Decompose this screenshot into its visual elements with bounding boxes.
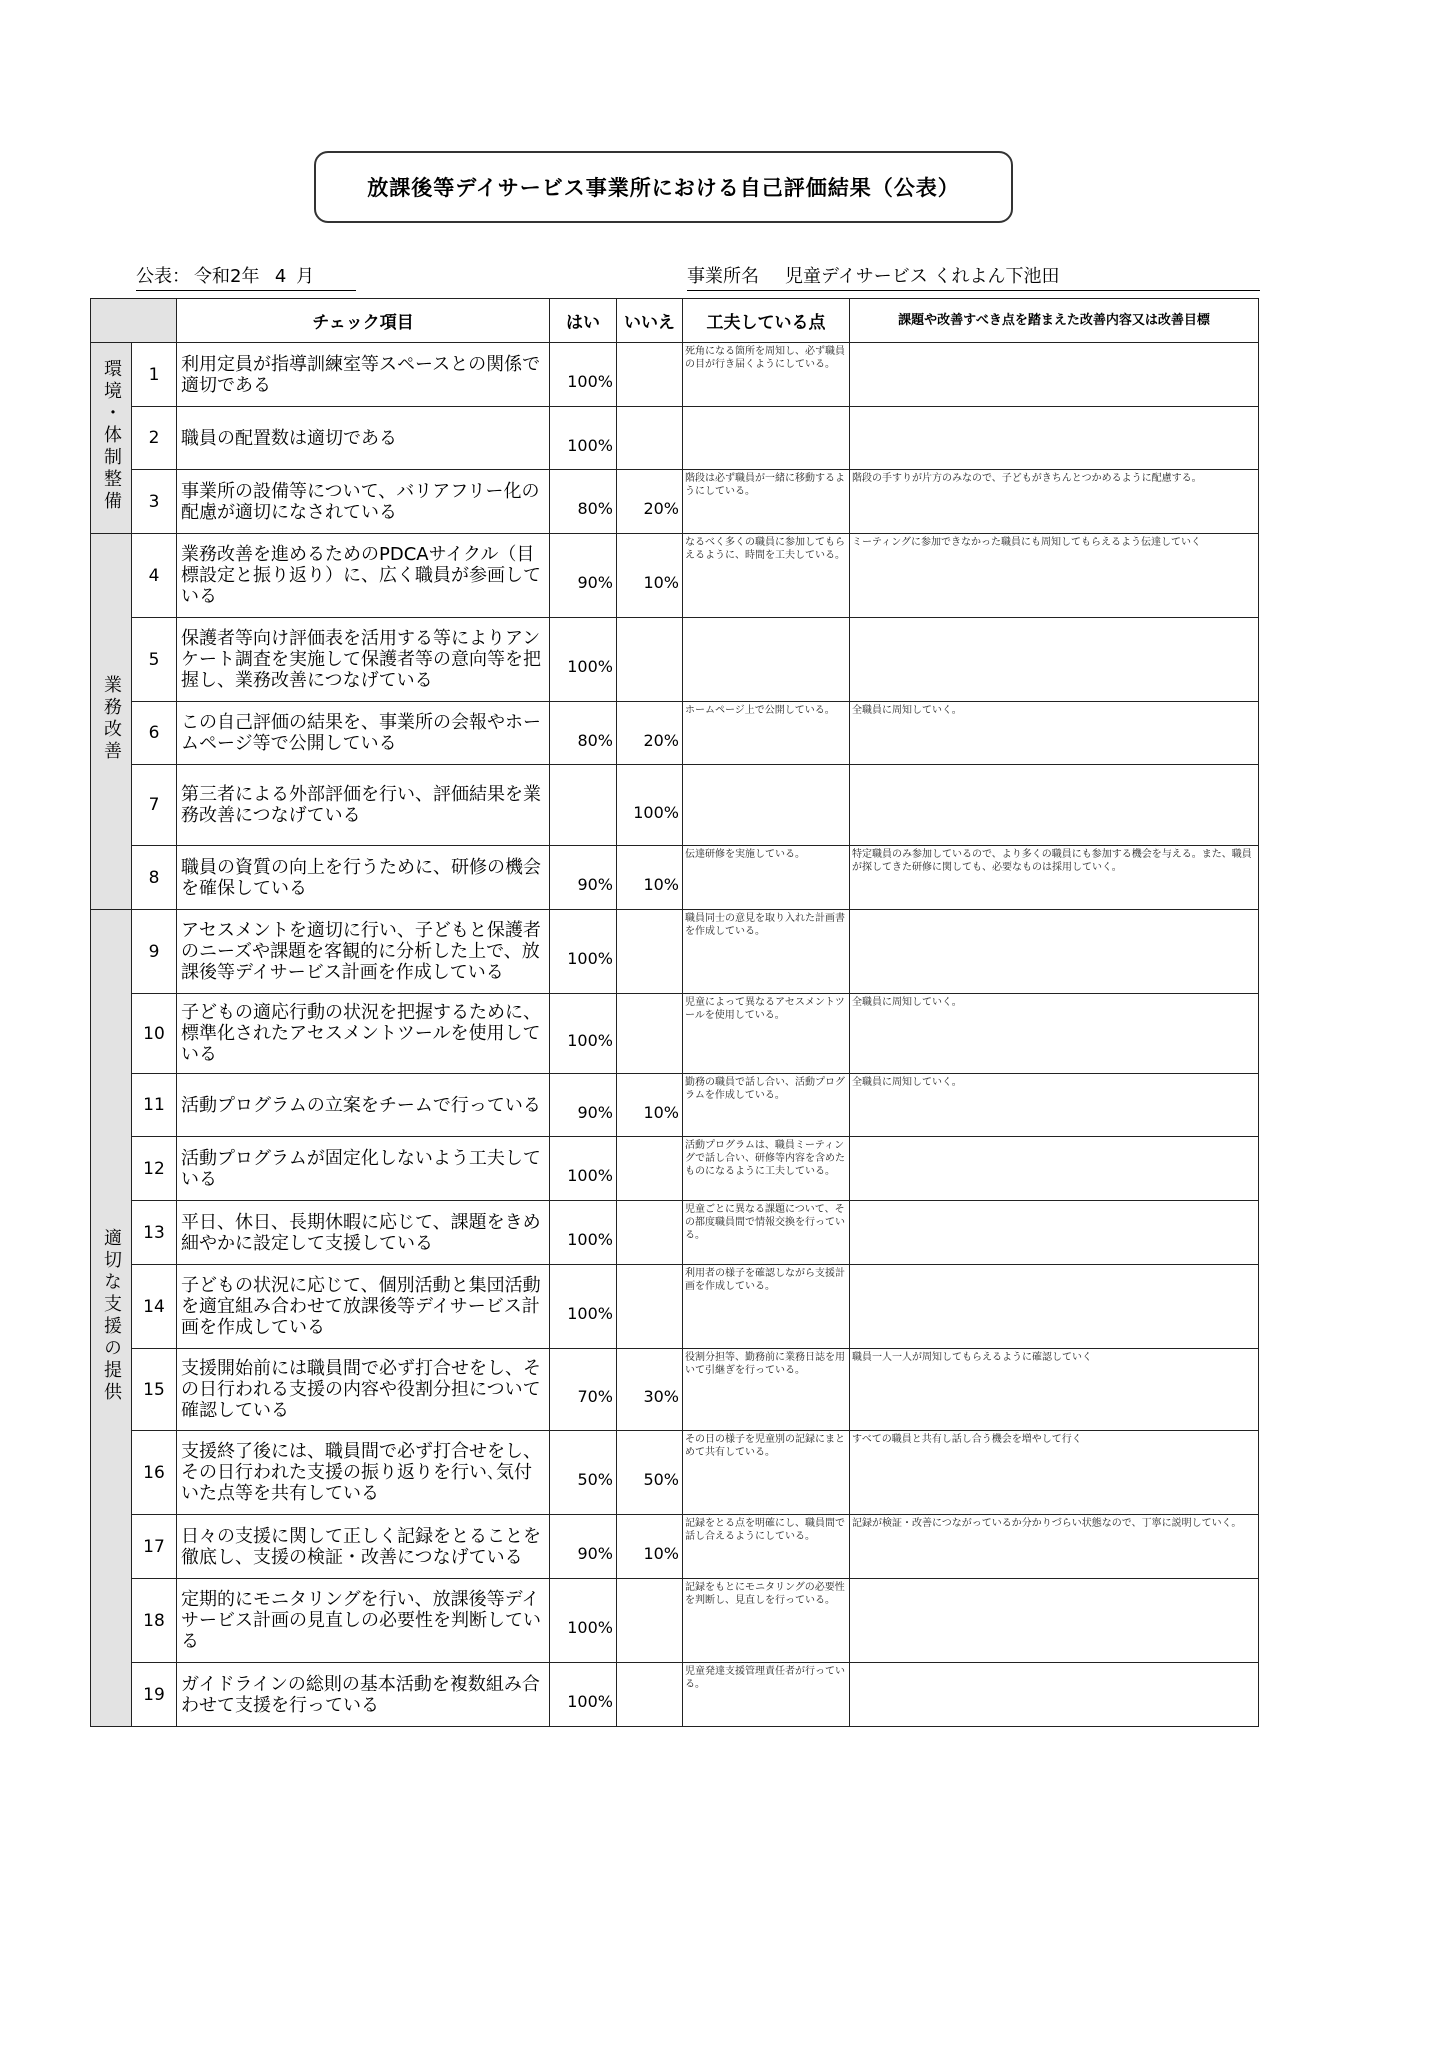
table-row [91,1515,1259,1579]
improvement-text [850,1579,1259,1663]
ingenuity-text: 勤務の職員で話し合い、活動プログラムを作成している。 [683,1074,850,1137]
table-row [91,343,1259,407]
publication-date [136,262,356,291]
header-no: いいえ [617,299,683,343]
no-percentage [617,1663,683,1727]
category-cell [91,534,132,910]
check-item-text: 定期的にモニタリングを行い、放課後等デイサービス計画の見直しの必要性を判断している [177,1579,550,1663]
yes-percentage: 100% [550,1579,617,1663]
ingenuity-text: 児童発達支援管理責任者が行っている。 [683,1663,850,1727]
publication-month: 4 [274,266,287,287]
no-percentage: 10% [617,1515,683,1579]
no-percentage [617,1265,683,1349]
row-number: 14 [132,1265,177,1349]
yes-percentage: 70% [550,1349,617,1431]
no-percentage: 100% [617,765,683,846]
improvement-text: 特定職員のみ参加しているので、より多くの職員にも参加する機会を与える。また、職員が探してきた研修に関しても、必要なものは採用していく。 [850,846,1259,910]
improvement-text [850,1265,1259,1349]
row-number: 4 [132,534,177,618]
check-item-text: 第三者による外部評価を行い、評価結果を業務改善につなげている [177,765,550,846]
table-row [91,1349,1259,1431]
no-percentage [617,910,683,994]
yes-percentage: 100% [550,1265,617,1349]
improvement-text [850,618,1259,702]
ingenuity-text [683,618,850,702]
check-item-text: 業務改善を進めるためのPDCAサイクル（目標設定と振り返り）に、広く職員が参画している [177,534,550,618]
category-cell [91,910,132,1727]
row-number: 2 [132,407,177,470]
improvement-text [850,1137,1259,1201]
row-number: 13 [132,1201,177,1265]
improvement-text: 全職員に周知していく。 [850,1074,1259,1137]
ingenuity-text: 死角になる箇所を周知し、必ず職員の目が行き届くようにしている。 [683,343,850,407]
improvement-text [850,1663,1259,1727]
table-row [91,618,1259,702]
no-percentage [617,343,683,407]
yes-percentage: 100% [550,1201,617,1265]
yes-percentage: 100% [550,407,617,470]
check-item-text: 支援終了後には、職員間で必ず打合せをし、その日行われた支援の振り返りを行い､気付いた点等を共有している [177,1431,550,1515]
ingenuity-text [683,407,850,470]
no-percentage: 10% [617,534,683,618]
yes-percentage: 100% [550,1137,617,1201]
table-row [91,1431,1259,1515]
row-number: 17 [132,1515,177,1579]
check-item-text: アセスメントを適切に行い、子どもと保護者のニーズや課題を客観的に分析した上で、放課後等デイサービス計画を作成している [177,910,550,994]
table-row [91,1663,1259,1727]
table-row [91,1579,1259,1663]
yes-percentage: 90% [550,846,617,910]
row-number: 19 [132,1663,177,1727]
no-percentage [617,1201,683,1265]
yes-percentage: 100% [550,994,617,1074]
table-row [91,470,1259,534]
check-item-text: 活動プログラムの立案をチームで行っている [177,1074,550,1137]
row-number: 6 [132,702,177,765]
improvement-text: 職員一人一人が周知してもらえるように確認していく [850,1349,1259,1431]
check-item-text: ガイドラインの総則の基本活動を複数組み合わせて支援を行っている [177,1663,550,1727]
ingenuity-text: 階段は必ず職員が一緒に移動するようにしている。 [683,470,850,534]
category-label: 業務改善 [101,675,122,763]
improvement-text: 記録が検証・改善につながっているか分かりづらい状態なので、丁寧に説明していく。 [850,1515,1259,1579]
check-item-text: 保護者等向け評価表を活用する等によりアンケート調査を実施して保護者等の意向等を把握し、業務改善につなげている [177,618,550,702]
ingenuity-text: ホームページ上で公開している。 [683,702,850,765]
check-item-text: 支援開始前には職員間で必ず打合せをし、その日行われる支援の内容や役割分担について確認している [177,1349,550,1431]
category-label: 環境・体制整備 [101,358,122,513]
improvement-text [850,407,1259,470]
yes-percentage: 90% [550,1515,617,1579]
yes-percentage: 100% [550,1663,617,1727]
check-item-text: 職員の資質の向上を行うために、研修の機会を確保している [177,846,550,910]
no-percentage [617,1579,683,1663]
header-improvement: 課題や改善すべき点を踏まえた改善内容又は改善目標 [850,299,1259,343]
row-number: 10 [132,994,177,1074]
evaluation-table [90,298,1259,1727]
yes-percentage: 50% [550,1431,617,1515]
check-item-text: 子どもの適応行動の状況を把握するために、標準化されたアセスメントツールを使用している [177,994,550,1074]
improvement-text [850,1201,1259,1265]
row-number: 5 [132,618,177,702]
row-number: 8 [132,846,177,910]
row-number: 18 [132,1579,177,1663]
table-row [91,1137,1259,1201]
yes-percentage: 90% [550,1074,617,1137]
ingenuity-text: 記録をとる点を明確にし、職員間で話し合えるようにしている。 [683,1515,850,1579]
row-number: 12 [132,1137,177,1201]
no-percentage: 50% [617,1431,683,1515]
ingenuity-text: 児童によって異なるアセスメントツールを使用している。 [683,994,850,1074]
row-number: 11 [132,1074,177,1137]
yes-percentage: 80% [550,702,617,765]
improvement-text: ミーティングに参加できなかった職員にも周知してもらえるよう伝達していく [850,534,1259,618]
header-yes: はい [550,299,617,343]
row-number: 1 [132,343,177,407]
no-percentage: 10% [617,1074,683,1137]
table-row [91,1074,1259,1137]
yes-percentage: 100% [550,618,617,702]
yes-percentage [550,765,617,846]
improvement-text [850,343,1259,407]
no-percentage [617,618,683,702]
category-label: 適切な支援の提供 [101,1227,122,1404]
ingenuity-text: 伝達研修を実施している。 [683,846,850,910]
row-number: 15 [132,1349,177,1431]
row-number: 9 [132,910,177,994]
check-item-text: 職員の配置数は適切である [177,407,550,470]
ingenuity-text: 役割分担等、勤務前に業務日誌を用いて引継ぎを行っている。 [683,1349,850,1431]
publication-era: 令和2年 [194,266,260,287]
table-row [91,765,1259,846]
table-row [91,846,1259,910]
improvement-text: 階段の手すりが片方のみなので、子どもがきちんとつかめるように配慮する。 [850,470,1259,534]
office-name: 児童デイサービス くれよん下池田 [785,266,1060,287]
table-row [91,994,1259,1074]
check-item-text: 活動プログラムが固定化しないよう工夫している [177,1137,550,1201]
yes-percentage: 100% [550,910,617,994]
table-row [91,534,1259,618]
check-item-text: この自己評価の結果を、事業所の会報やホームページ等で公開している [177,702,550,765]
yes-percentage: 90% [550,534,617,618]
ingenuity-text: 利用者の様子を確認しながら支援計画を作成している。 [683,1265,850,1349]
yes-percentage: 100% [550,343,617,407]
no-percentage [617,407,683,470]
improvement-text: 全職員に周知していく。 [850,994,1259,1074]
table-row [91,407,1259,470]
table-header-row [91,299,1259,343]
publication-label: 公表： [136,266,190,287]
no-percentage: 30% [617,1349,683,1431]
ingenuity-text: 活動プログラムは、職員ミーティングで話し合い、研修等内容を含めたものになるように工夫している。 [683,1137,850,1201]
table-row [91,1201,1259,1265]
ingenuity-text: 記録をもとにモニタリングの必要性を判断し、見直しを行っている。 [683,1579,850,1663]
yes-percentage: 80% [550,470,617,534]
no-percentage: 20% [617,702,683,765]
check-item-text: 利用定員が指導訓練室等スペースとの関係で適切である [177,343,550,407]
row-number: 16 [132,1431,177,1515]
improvement-text [850,765,1259,846]
ingenuity-text: 児童ごとに異なる課題について、その都度職員間で情報交換を行っている。 [683,1201,850,1265]
table-row [91,1265,1259,1349]
page-title: 放課後等デイサービス事業所における自己評価結果（公表） [314,151,1013,223]
header-blank [91,299,177,343]
row-number: 3 [132,470,177,534]
improvement-text: すべての職員と共有し話し合う機会を増やして行く [850,1431,1259,1515]
check-item-text: 子どもの状況に応じて、個別活動と集団活動を適宜組み合わせて放課後等デイサービス計画を作成している [177,1265,550,1349]
no-percentage: 20% [617,470,683,534]
no-percentage [617,994,683,1074]
check-item-text: 平日、休日、長期休暇に応じて、課題をきめ細やかに設定して支援している [177,1201,550,1265]
header-ingenuity: 工夫している点 [683,299,850,343]
publication-month-unit: 月 [296,266,315,287]
office-label: 事業所名 [687,266,759,287]
check-item-text: 事業所の設備等について、バリアフリー化の配慮が適切になされている [177,470,550,534]
table-row [91,702,1259,765]
office-name-line [687,262,1260,291]
category-cell [91,343,132,534]
ingenuity-text: 職員同士の意見を取り入れた計画書を作成している。 [683,910,850,994]
table-row [91,910,1259,994]
ingenuity-text [683,765,850,846]
no-percentage: 10% [617,846,683,910]
header-check-item: チェック項目 [177,299,550,343]
ingenuity-text: なるべく多くの職員に参加してもらえるように、時間を工夫している。 [683,534,850,618]
improvement-text: 全職員に周知していく。 [850,702,1259,765]
check-item-text: 日々の支援に関して正しく記録をとることを徹底し、支援の検証・改善につなげている [177,1515,550,1579]
no-percentage [617,1137,683,1201]
row-number: 7 [132,765,177,846]
improvement-text [850,910,1259,994]
ingenuity-text: その日の様子を児童別の記録にまとめて共有している。 [683,1431,850,1515]
